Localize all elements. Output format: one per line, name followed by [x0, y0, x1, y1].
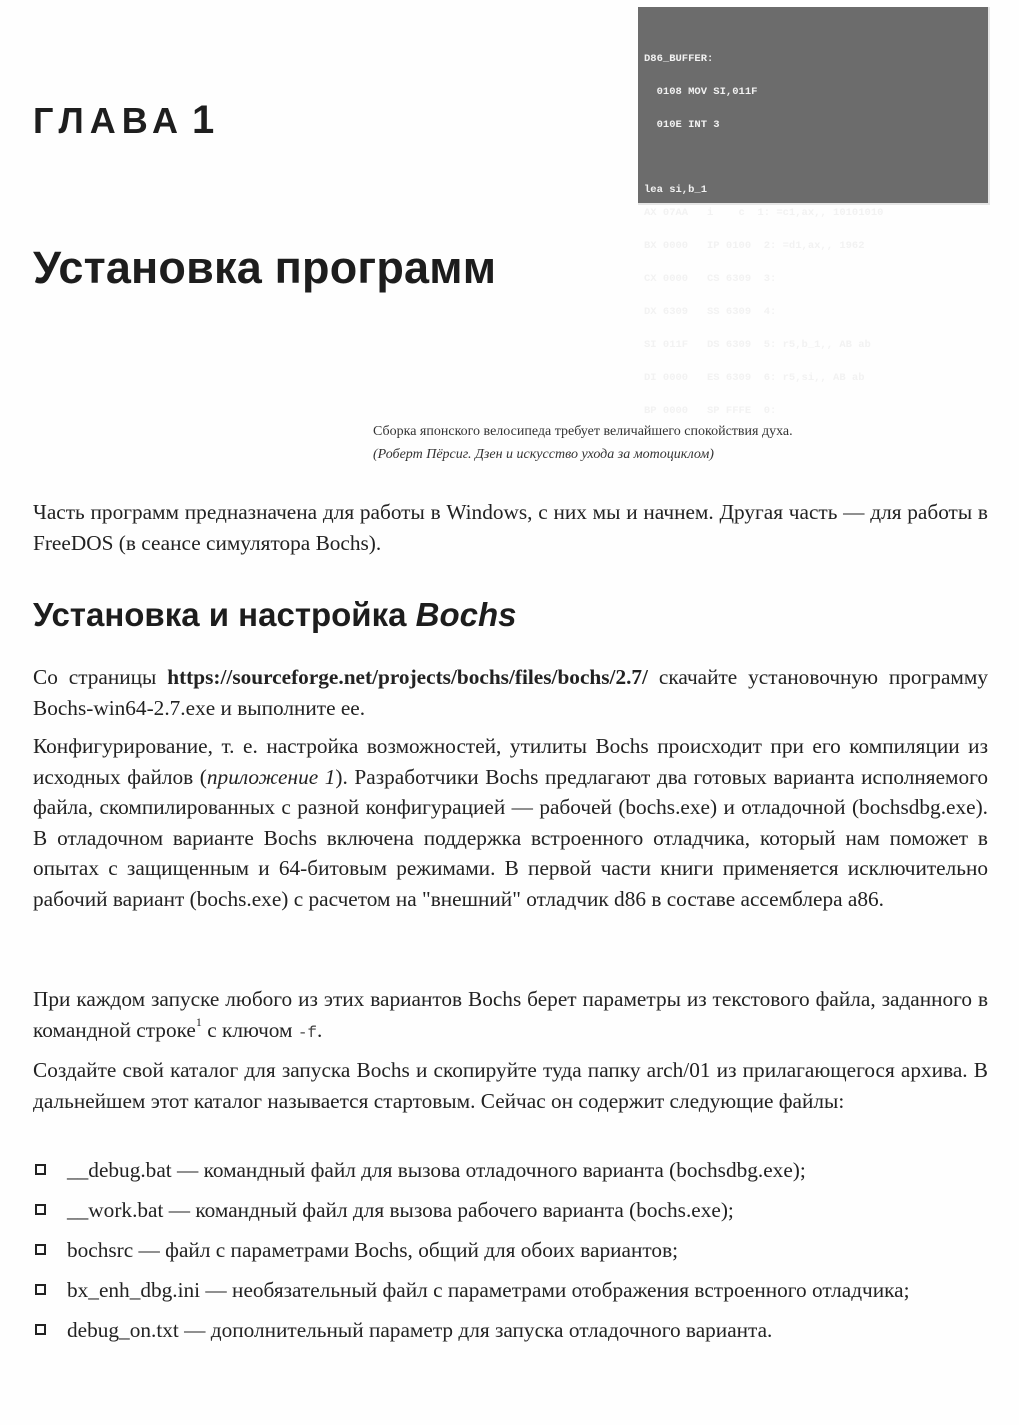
- terminal-line: 010E INT 3: [644, 119, 720, 131]
- config-text-1: Конфигурирование, т. е. настройка возможностей, утилиты Bochs происходит при его компиляции из исходных файлов (: [33, 734, 988, 789]
- checkbox-bullet-icon: [35, 1324, 46, 1335]
- catalog-paragraph: Создайте свой каталог для запуска Bochs и скопируйте туда папку arch/01 из прилагающегося архива. В дальнейшем этот каталог называется стартовым. Сейчас он содержит следующие файлы:: [33, 1058, 988, 1113]
- launch-text: При каждом запуске любого из этих вариантов Bochs берет параметры из текстового файла, заданного в командной строке: [33, 987, 988, 1042]
- list-item-text: bx_enh_dbg.ini — необязательный файл с параметрами отображения встроенного отладчика;: [67, 1278, 910, 1303]
- register-line: DI 0000 ES 6309 6: r5,si,, AB ab: [644, 372, 865, 384]
- list-item-text: __debug.bat — командный файл для вызова отладочного варианта (bochsdbg.exe);: [67, 1158, 806, 1182]
- footnote-marker: 1: [195, 1014, 202, 1029]
- config-paragraph: [33, 731, 988, 915]
- download-url: https://sourceforge.net/projects/bochs/files/bochs/2.7/: [167, 665, 648, 689]
- register-line: SI 011F DS 6309 5: r5,b_1,, AB ab: [644, 339, 871, 351]
- epigraph: [373, 420, 973, 466]
- list-item: [33, 1315, 988, 1346]
- terminal-line: D86_BUFFER:: [644, 53, 714, 65]
- checkbox-bullet-icon: [35, 1204, 46, 1215]
- launch-paragraph: [33, 984, 988, 1048]
- download-suffix: скачайте установочную программу Bochs-win64-2.7.exe и выполните ее.: [33, 665, 989, 720]
- config-text-2: ). Разработчики Bochs предлагают два готовых варианта исполняемого файла, скомпилированных с разной конфигурацией — рабочей (bochs.exe) и отладочной (bochsdbg.exe). В отладочном варианте Bochs включена поддержка встроенного отладчика, который нам поможет в опытах с защищенным и 64-битовым режимами. В первой части книги применяется исключительно рабочий вариант (bochs.exe) с расчетом на "внешний" отладчик d86 в составе ассемблера a86.: [33, 764, 989, 911]
- list-item: [33, 1275, 988, 1306]
- register-line: AX 07AA i c 1: =c1,ax,, 10101010: [644, 207, 884, 219]
- section-heading: [33, 596, 517, 634]
- launch-end: .: [317, 1017, 323, 1042]
- epigraph-attribution: (Роберт Пёрсиг. Дзен и искусство ухода за мотоциклом): [373, 447, 714, 462]
- debugger-screenshot: [638, 7, 990, 417]
- list-item-text: __work.bat — командный файл для вызова рабочего варианта (bochs.exe);: [67, 1198, 734, 1223]
- epigraph-quote: Сборка японского велосипеда требует величайшего спокойствия духа.: [373, 424, 793, 439]
- launch-key-prefix: с ключом: [201, 1017, 298, 1042]
- terminal-line: 0108 MOV SI,011F: [644, 86, 758, 98]
- checkbox-bullet-icon: [35, 1244, 46, 1255]
- command-key: -f: [297, 1023, 318, 1042]
- register-line: DX 6309 SS 6309 4:: [644, 306, 777, 318]
- list-item-text: debug_on.txt — дополнительный параметр для запуска отладочного варианта.: [67, 1318, 773, 1343]
- list-item: [33, 1235, 988, 1266]
- section-heading-text: Установка и настройка: [33, 596, 416, 633]
- terminal-command: lea si,b_1: [644, 184, 708, 196]
- checkbox-bullet-icon: [35, 1164, 46, 1175]
- list-item: [33, 1195, 988, 1226]
- chapter-label: [33, 98, 214, 143]
- list-item-text: bochsrc — файл с параметрами Bochs, общий для обоих вариантов;: [67, 1238, 679, 1263]
- appendix-reference: приложение 1: [206, 764, 336, 789]
- file-list: [33, 1155, 988, 1355]
- register-line: BX 0000 IP 0100 2: =d1,ax,, 1962: [644, 240, 865, 252]
- section-heading-italic: Bochs: [415, 596, 517, 633]
- download-prefix: Со страницы: [33, 665, 168, 689]
- intro-paragraph: Часть программ предназначена для работы в Windows, с них мы и начнем. Другая часть — для работы в FreeDOS (в сеансе симулятора Bochs).: [33, 500, 988, 555]
- register-line: BP 0000 SP FFFE 0:: [644, 405, 777, 417]
- checkbox-bullet-icon: [35, 1284, 46, 1295]
- list-item: [33, 1155, 988, 1186]
- chapter-number: 1: [191, 98, 215, 142]
- register-line: CX 0000 CS 6309 3:: [644, 273, 777, 285]
- download-paragraph: [33, 662, 988, 723]
- chapter-title: Установка программ: [33, 242, 497, 293]
- chapter-word: ГЛАВА: [33, 100, 184, 141]
